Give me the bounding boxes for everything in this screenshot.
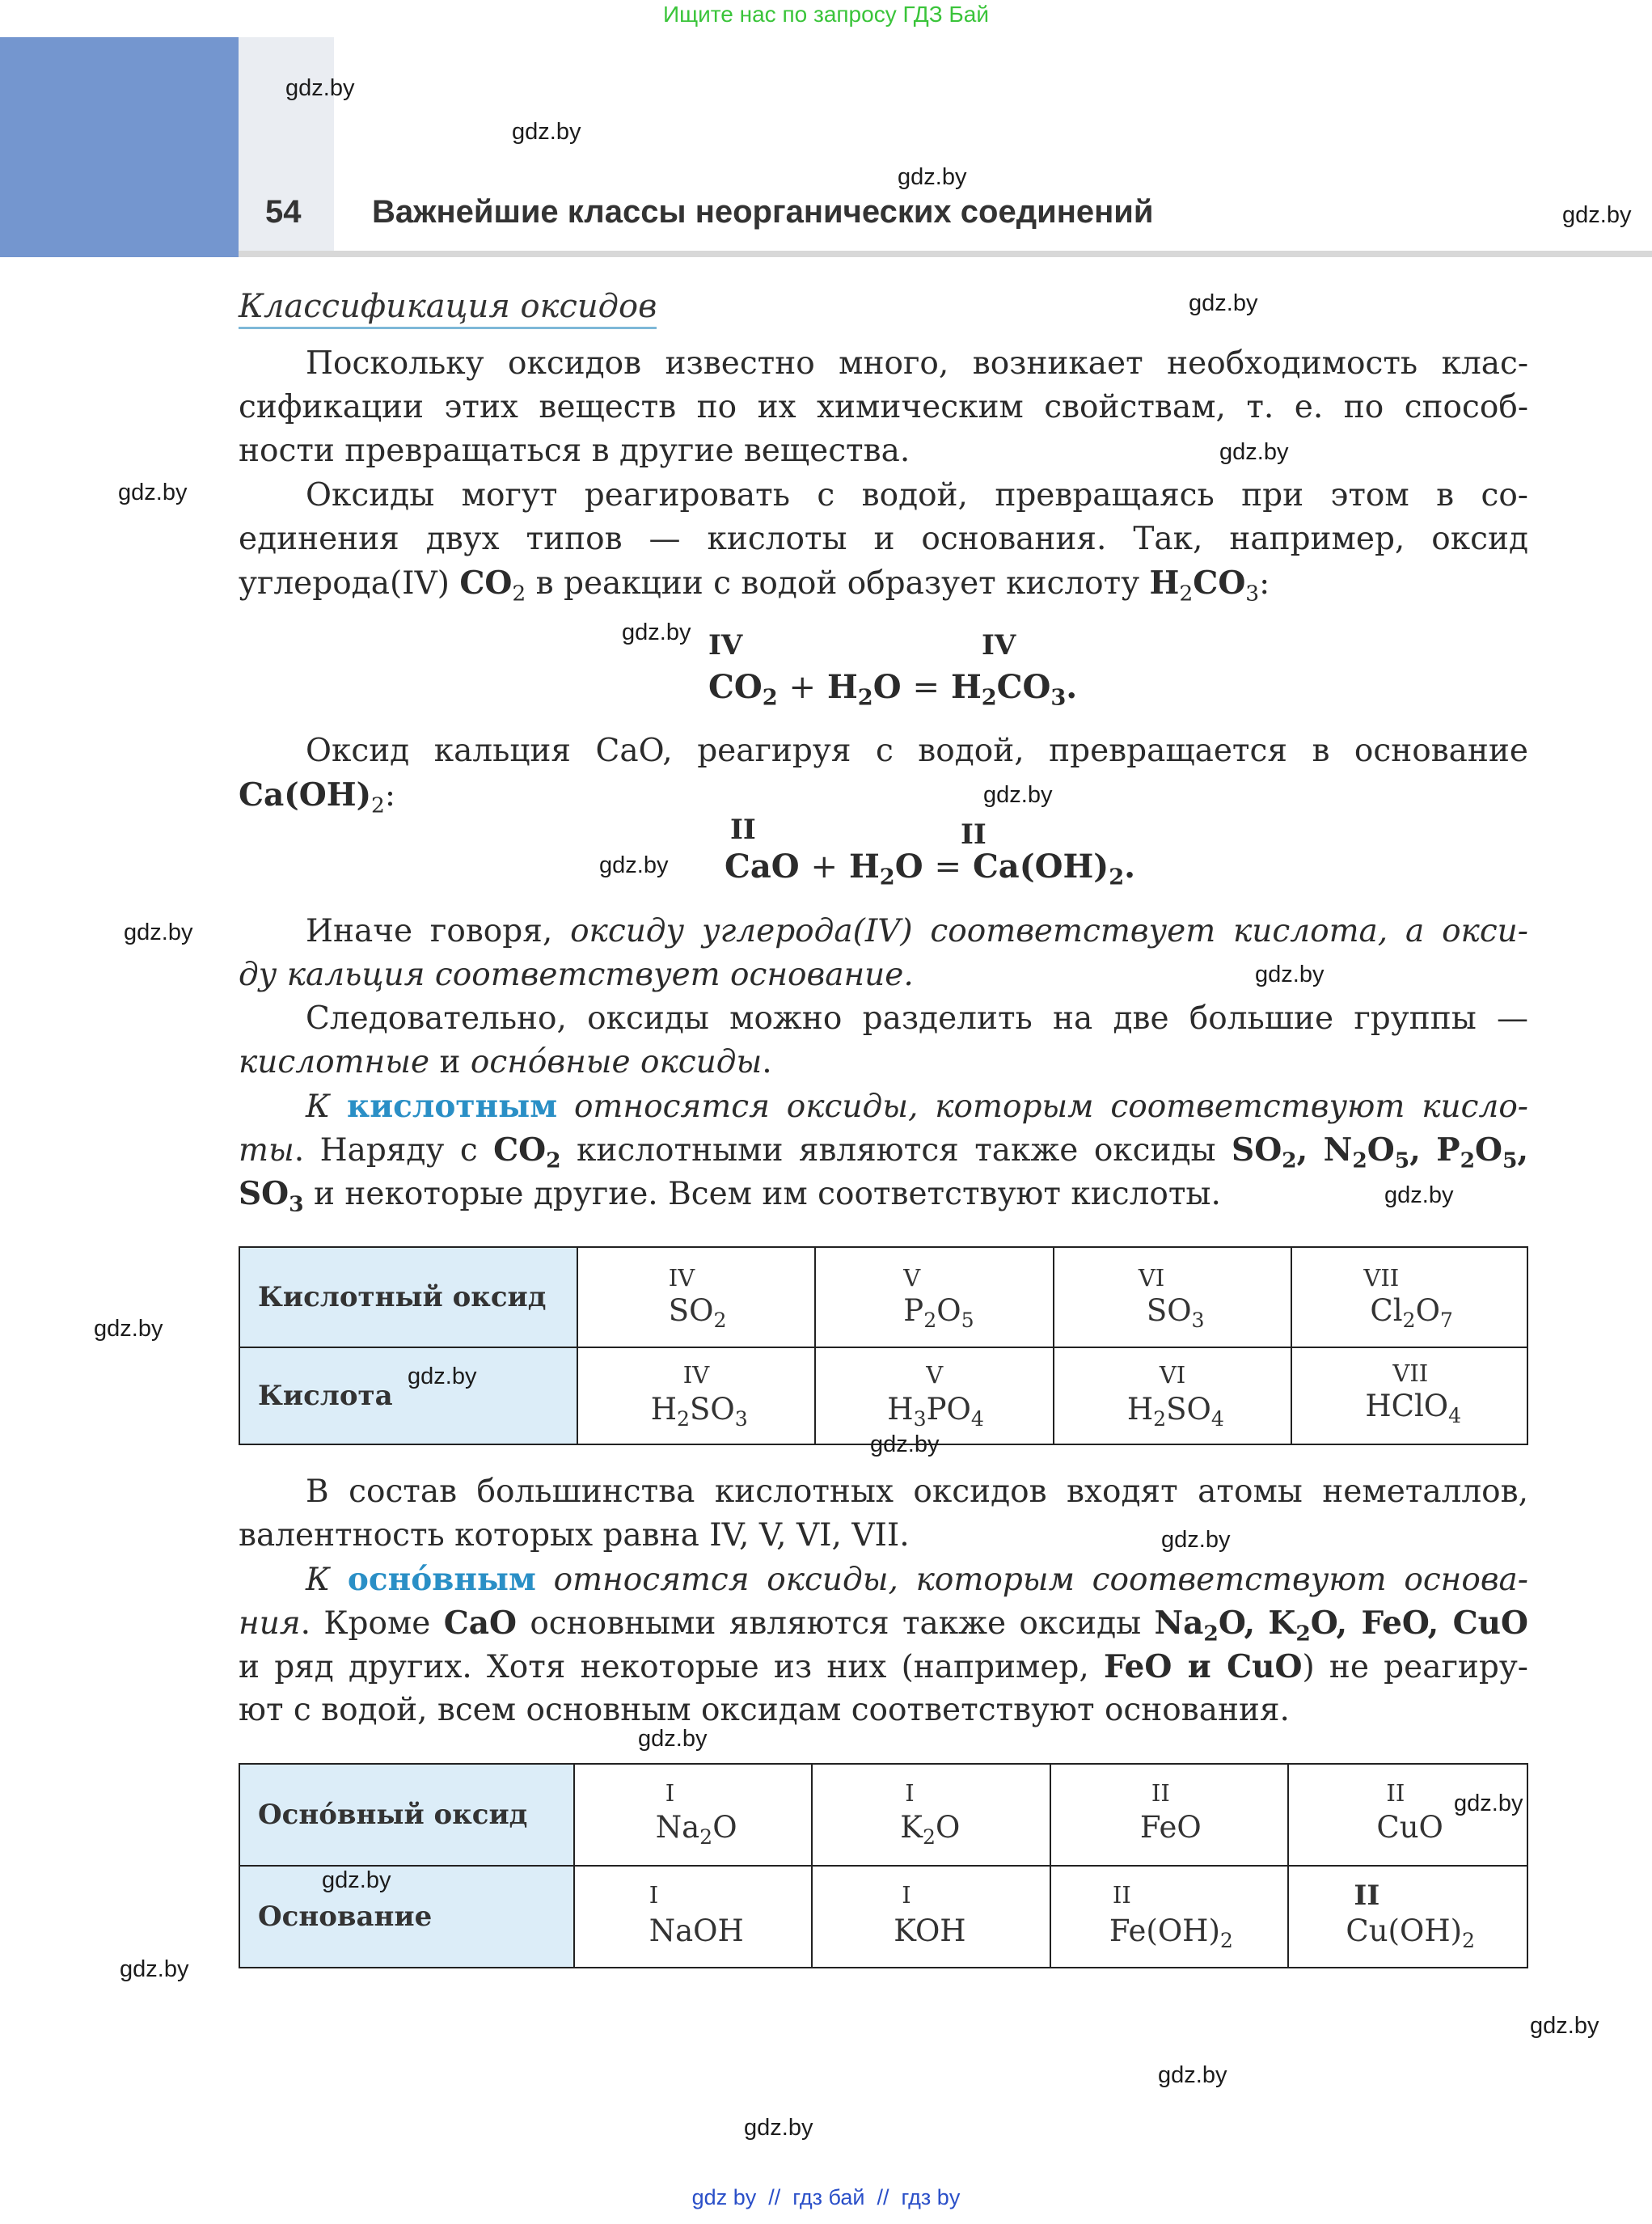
text-line: К кислотным относятся оксиды, которым соответствуют кисло- bbox=[306, 1088, 1528, 1125]
watermark: gdz.by bbox=[1158, 2062, 1227, 2088]
watermark: gdz.by bbox=[512, 119, 581, 145]
header-divider bbox=[239, 251, 1652, 257]
bottom-links bbox=[0, 2185, 1652, 2210]
table-cell: V $P_2O_5$ bbox=[815, 1247, 1054, 1347]
watermark: gdz.by bbox=[120, 1956, 189, 1982]
watermark: gdz.by bbox=[118, 480, 188, 505]
text-line: Поскольку оксидов известно много, возникает необходимость клас- bbox=[306, 345, 1528, 382]
equation-cao-water: CaO + $H_2O = Ca(OH)_2$. bbox=[725, 848, 1136, 890]
link-separator: // bbox=[877, 2185, 889, 2209]
row-label: Осно́вный оксид bbox=[239, 1764, 574, 1866]
table-cell: II $Fe(OH)_2$ bbox=[1050, 1866, 1289, 1968]
watermark: gdz.by bbox=[870, 1431, 940, 1457]
watermark: gdz.by bbox=[1189, 290, 1258, 316]
text-line: единения двух типов — кислоты и основания. Так, например, оксид bbox=[239, 521, 1528, 557]
watermark: gdz.by bbox=[744, 2115, 813, 2141]
table-cell: I KOH bbox=[812, 1866, 1050, 1968]
link-gdz-bai[interactable]: гдз бай bbox=[792, 2185, 865, 2209]
acid-oxide-table bbox=[239, 1246, 1528, 1445]
watermark: gdz.by bbox=[1161, 1527, 1231, 1553]
text-line: ду кальция соответствует основание. bbox=[239, 957, 914, 993]
watermark: gdz.by bbox=[898, 164, 967, 190]
table-cell: IV $H_2SO_3$ bbox=[577, 1347, 816, 1444]
text-line: В состав большинства кислотных оксидов входят атомы неметаллов, bbox=[306, 1474, 1528, 1510]
text-line: и ряд других. Хотя некоторые из них (например, FeO и CuO) не реагиру- bbox=[239, 1648, 1528, 1685]
table-cell: VI $SO_3$ bbox=[1054, 1247, 1292, 1347]
watermark: gdz.by bbox=[124, 920, 193, 945]
table-cell: I NaOH bbox=[574, 1866, 813, 1968]
text-line: ют с водой, всем основным оксидам соответствуют основания. bbox=[239, 1692, 1290, 1728]
watermark: gdz.by bbox=[1530, 2013, 1599, 2039]
text-line: Оксиды могут реагировать с водой, превращаясь при этом в со- bbox=[306, 477, 1528, 514]
row-label: Основание bbox=[239, 1866, 574, 1968]
valence-label: IV bbox=[708, 629, 743, 662]
text-line: Следовательно, оксиды можно разделить на две большие группы — bbox=[306, 1000, 1528, 1037]
watermark: gdz.by bbox=[622, 619, 691, 645]
watermark: gdz.by bbox=[638, 1726, 708, 1752]
table-cell: V $H_3PO_4$ bbox=[815, 1347, 1054, 1444]
text-line: Оксид кальция CaO, реагируя с водой, превращается в основание bbox=[306, 733, 1528, 769]
text-line: углерода(IV) $CO_2$ в реакции с водой образует кислоту $H_2CO_3$: bbox=[239, 564, 1270, 607]
text-line: Иначе говоря, оксиду углерода(IV) соответствует кислота, а окси- bbox=[306, 913, 1528, 949]
valence-label: II bbox=[961, 818, 987, 851]
table-cell: II $Cu(OH)_2$ bbox=[1288, 1866, 1527, 1968]
text-line: кислотные и осно́вные оксиды. bbox=[239, 1044, 772, 1080]
text-line: $Ca(OH)_2$: bbox=[239, 776, 396, 818]
text-line: ния. Кроме CaO основными являются также оксиды $Na_2O$, $K_2O$, FeO, CuO bbox=[239, 1605, 1529, 1647]
page-number: 54 bbox=[265, 194, 302, 230]
table-cell: IV $SO_2$ bbox=[577, 1247, 816, 1347]
watermark: gdz.by bbox=[599, 852, 669, 878]
link-gdz-by-cyr[interactable]: гдз by bbox=[901, 2185, 961, 2209]
link-separator: // bbox=[768, 2185, 781, 2209]
table-cell: II CuO bbox=[1288, 1764, 1527, 1866]
watermark: gdz.by bbox=[983, 782, 1053, 808]
equation-co2-water: $CO_2 + H_2O = H_2CO_3$. bbox=[708, 668, 1078, 711]
text-line: $SO_3$ и некоторые другие. Всем им соответствуют кислоты. bbox=[239, 1175, 1221, 1217]
section-title: Классификация оксидов bbox=[239, 288, 657, 329]
watermark: gdz.by bbox=[285, 75, 355, 101]
watermark: gdz.by bbox=[322, 1867, 391, 1893]
text-line: ности превращаться в другие вещества. bbox=[239, 433, 911, 469]
header-color-block bbox=[0, 37, 239, 257]
chapter-title: Важнейшие классы неорганических соединений bbox=[372, 194, 1154, 230]
text-line: ты. Наряду с $CO_2$ кислотными являются также оксиды $SO_2$, $N_2O_5$, $P_2O_5$, bbox=[239, 1131, 1529, 1173]
watermark: gdz.by bbox=[1384, 1182, 1454, 1208]
watermark: gdz.by bbox=[1255, 962, 1325, 987]
watermark: gdz.by bbox=[94, 1316, 163, 1342]
row-label: Кислотный оксид bbox=[239, 1247, 577, 1347]
valence-label: IV bbox=[982, 629, 1016, 662]
text-line: сификации этих веществ по их химическим свойствам, т. е. по способ- bbox=[239, 389, 1528, 425]
watermark: gdz.by bbox=[1219, 439, 1289, 465]
text-line: К осно́вным относятся оксиды, которым соответствуют основа- bbox=[306, 1561, 1528, 1598]
watermark: gdz.by bbox=[1562, 202, 1632, 228]
top-note: Ищите нас по запросу ГДЗ Бай bbox=[662, 2, 990, 27]
row-label: Кислота bbox=[239, 1347, 577, 1444]
table-cell: I $K_2O$ bbox=[812, 1764, 1050, 1866]
basic-oxide-table bbox=[239, 1763, 1528, 1968]
link-gdz-by[interactable]: gdz by bbox=[691, 2185, 757, 2209]
valence-label: II bbox=[730, 814, 756, 846]
text-line: валентность которых равна IV, V, VI, VII. bbox=[239, 1517, 910, 1554]
watermark: gdz.by bbox=[1454, 1791, 1523, 1816]
table-cell: II FeO bbox=[1050, 1764, 1289, 1866]
table-cell: VII $Cl_2O_7$ bbox=[1291, 1247, 1527, 1347]
table-cell: VI $H_2SO_4$ bbox=[1054, 1347, 1292, 1444]
table-cell: I $Na_2O$ bbox=[574, 1764, 813, 1866]
watermark: gdz.by bbox=[408, 1364, 477, 1389]
table-cell: VII HClO$_4$ bbox=[1291, 1347, 1527, 1444]
